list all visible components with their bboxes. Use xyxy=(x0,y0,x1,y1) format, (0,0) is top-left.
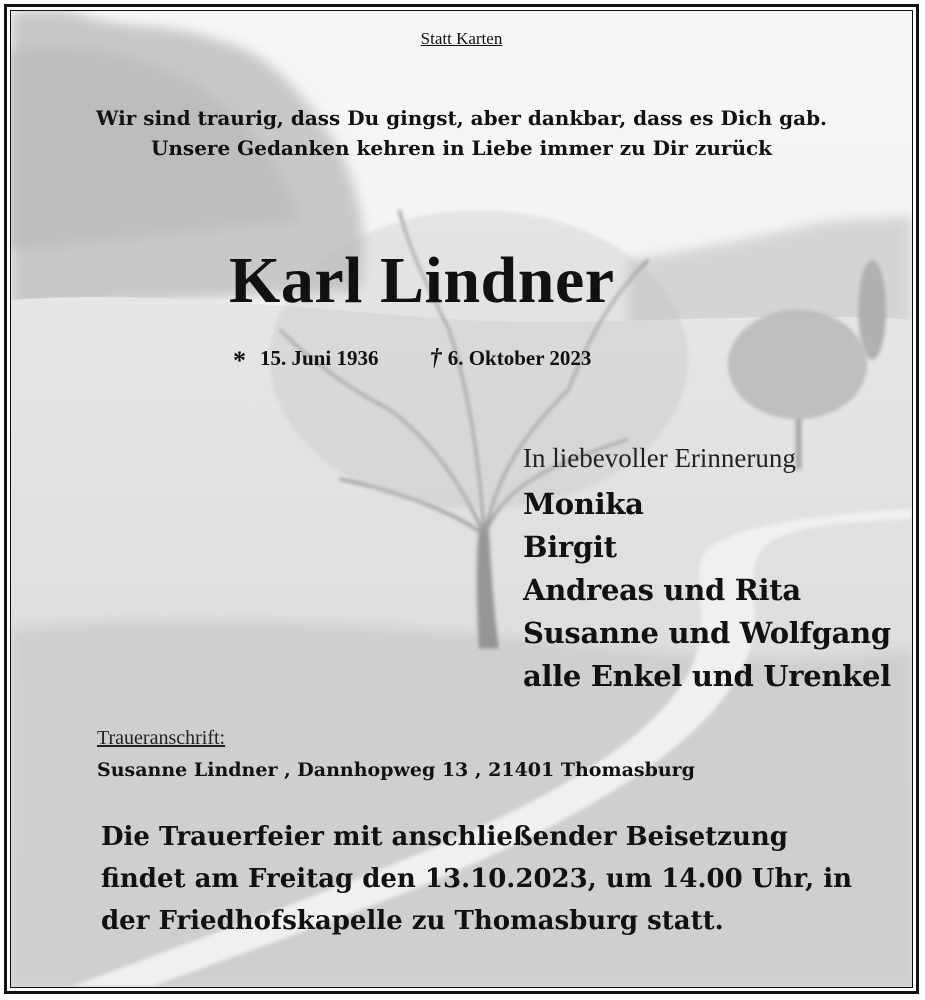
memorial-verse xyxy=(11,103,912,163)
funeral-announcement xyxy=(101,816,852,942)
ceremony-line-1: Die Trauerfeier mit anschließender Beisetzung xyxy=(101,822,788,852)
ceremony-line-2: findet am Freitag den 13.10.2023, um 14.00 Uhr, in xyxy=(101,864,853,894)
address-label: Traueranschrift: xyxy=(97,727,226,749)
death-date-group xyxy=(430,345,592,372)
mourner-name: Birgit xyxy=(523,530,617,564)
mourner-name: Monika xyxy=(523,487,644,521)
mourning-address: Susanne Lindner , Dannhopweg 13 , 21401 Thomasburg xyxy=(97,759,695,781)
mourner-name: Andreas und Rita xyxy=(523,573,801,607)
verse-line-1: Wir sind traurig, dass Du gingst, aber dankbar, dass es Dich gab. xyxy=(95,106,828,130)
remembrance-intro: In liebevoller Erinnerung xyxy=(523,443,796,473)
death-date: 6. Oktober 2023 xyxy=(447,346,592,370)
born-asterisk-icon: * xyxy=(233,346,246,375)
deceased-name: Karl Lindner xyxy=(229,244,615,317)
statt-karten-heading: Statt Karten xyxy=(420,29,503,48)
mourners-list xyxy=(523,483,891,698)
notice-frame xyxy=(4,4,919,994)
verse-line-2: Unsere Gedanken kehren in Liebe immer zu Dir zurück xyxy=(150,136,773,160)
birth-date: 15. Juni 1936 xyxy=(260,346,379,370)
dagger-icon: † xyxy=(429,345,442,371)
mourner-name: Susanne und Wolfgang xyxy=(523,616,891,650)
notice-inner-border xyxy=(10,10,913,988)
mourner-name: alle Enkel und Urenkel xyxy=(523,659,891,693)
ceremony-line-3: der Friedhofskapelle zu Thomasburg statt. xyxy=(101,906,724,936)
life-dates xyxy=(233,345,591,376)
